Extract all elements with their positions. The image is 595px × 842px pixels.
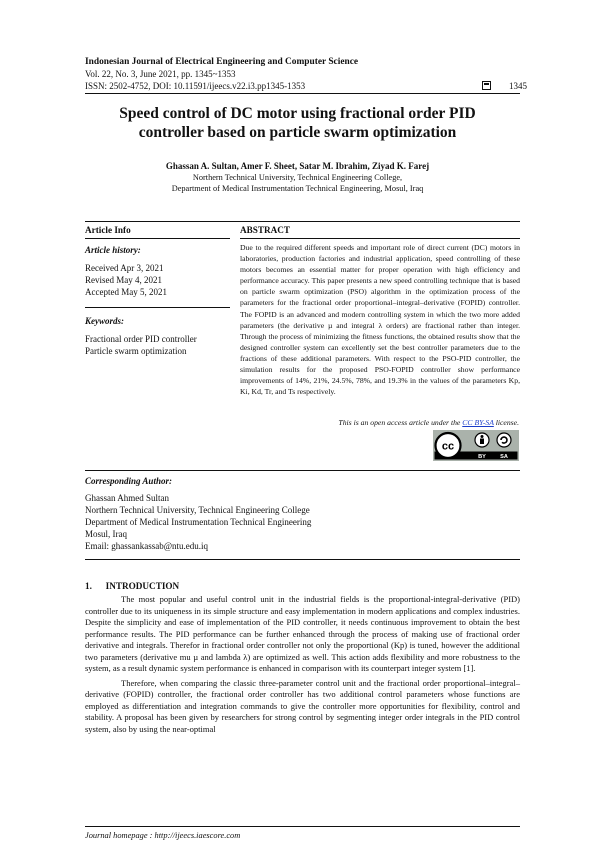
section-heading-introduction: 1. INTRODUCTION (85, 581, 180, 591)
title-line-2: controller based on particle swarm optimization (138, 124, 457, 141)
abstract-rule (240, 238, 520, 239)
keywords-rule (85, 307, 230, 308)
paper-title (60, 104, 535, 142)
journal-homepage[interactable]: Journal homepage : http://ijeecs.iaescore.com (85, 831, 241, 840)
corresponding-affiliation-2: Department of Medical Instrumentation Technical Engineering (85, 517, 312, 527)
volume-line: Vol. 22, No. 3, June 2021, pp. 1345~1353 (85, 69, 236, 79)
corresponding-affiliation-1: Northern Technical University, Technical Engineering College (85, 505, 310, 515)
article-info-heading: Article Info (85, 225, 131, 235)
page-number: 1345 (509, 81, 527, 91)
keyword-item: Particle swarm optimization (85, 346, 187, 356)
intro-body (85, 594, 520, 735)
license-statement (300, 418, 519, 427)
author-list: Ghassan A. Sultan, Amer F. Sheet, Satar M. Ibrahim, Ziyad K. Farej (165, 161, 430, 171)
by-person-head (481, 435, 484, 438)
page-marker-icon (482, 81, 491, 90)
corresponding-author-label: Corresponding Author: (85, 476, 172, 486)
info-top-rule (85, 221, 520, 222)
footer-rule (85, 826, 520, 827)
cc-label: cc (441, 440, 455, 453)
corresponding-city: Mosul, Iraq (85, 529, 127, 539)
affiliation-line-2: Department of Medical Instrumentation Technical Engineering, Mosul, Iraq (171, 184, 424, 193)
corresponding-email: Email: ghassankassab@ntu.edu.iq (85, 541, 209, 551)
cc-by-sa-icon[interactable] (433, 430, 519, 461)
by-label: BY (478, 454, 486, 460)
intro-paragraph-2: Therefore, when comparing the classic three-parameter control unit and the fractional order proportional–integral–derivative (FOPID) controller, the fractional order controller has two additional control parameters whose functions are employed as differentiation and integration commands to give the controller more opportunities for flexibility, control and stability. A proposal has been given by researchers for strong control by segmenting integer order integrals in the PID control system, also by using the near-optimal (85, 677, 520, 734)
article-history-label: Article history: (85, 245, 141, 255)
license-link[interactable]: CC BY-SA (462, 418, 494, 427)
issn-doi-line: ISSN: 2502-4752, DOI: 10.11591/ijeecs.v22.i3.pp1345-1353 (85, 81, 306, 91)
sa-share-icon (497, 433, 511, 447)
keyword-item: Fractional order PID controller (85, 334, 197, 344)
journal-name: Indonesian Journal of Electrical Engineering and Computer Science (85, 57, 359, 67)
header-rule (85, 93, 520, 94)
license-prefix: This is an open access article under the (338, 418, 461, 427)
title-line-1: Speed control of DC motor using fractional order PID (119, 105, 476, 122)
affiliation-line-1: Northern Technical University, Technical Engineering College, (192, 173, 403, 182)
by-person-body (480, 439, 484, 445)
info-left-rule (85, 238, 230, 239)
license-suffix: license. (495, 418, 519, 427)
received-date: Received Apr 3, 2021 (85, 263, 164, 273)
sa-label: SA (500, 454, 508, 460)
abstract-heading: ABSTRACT (240, 225, 291, 235)
author-bottom-rule (85, 559, 520, 560)
corresponding-name: Ghassan Ahmed Sultan (85, 493, 169, 503)
info-bottom-rule (85, 470, 520, 471)
revised-date: Revised May 4, 2021 (85, 275, 162, 285)
abstract-text: Due to the required different speeds and important role of direct current (DC) motors in laboratories, production factories and industrial application, speed controlling of these motors becomes an essential matter for proper operation with high efficiency and performance accuracy. This paper presents a new speed controlling technique that is based on particle swarm optimization (PSO) algorithm in the optimization process of the parameters for the fractional order proportional–integral–derivative (FOPID) controller. The FOPID is an advanced and modern controlling system in which the two more added parameters (the derivative µ and integral λ orders) are fractional rather than integer. Through the process of minimizing the fitness functions, the obtained results show that the designed controller system can excellently set the best controller parameters due to the fractions of these additional parameters. With respect to the PSO-PID controller, the simulation results for the proposed PSO-FOPID controller show performance improvements of 14%, 21%, 24.5%, 78%, and 19.3% in the values of the parameters Kp, Ki, Kd, Tr, and Ts respectively. (240, 243, 520, 397)
accepted-date: Accepted May 5, 2021 (85, 287, 167, 297)
keywords-label: Keywords: (85, 316, 124, 326)
intro-paragraph-1: The most popular and useful control unit in the industrial fields is the proportional-integral-derivative (PID) controller due to its uniqueness in its simple structure and easy implementation in modern applications and complex industries. Despite the simplicity and ease of implementation of the PID controller, it needs continuous improvement to obtain the best performance results. The PID performance can be further enhanced through the process of making use of fractional order derivative and integrals. Therefor in fractional order controller not only the proportional (Kp) is tuned, however the additional two parameters (derivative mu µ and lambda λ) are optimized as well. This action adds flexibility and more robustness to the system, as a result dynamic system performance is enhanced in comparison with its counterpart integer system [1]. (85, 594, 520, 673)
